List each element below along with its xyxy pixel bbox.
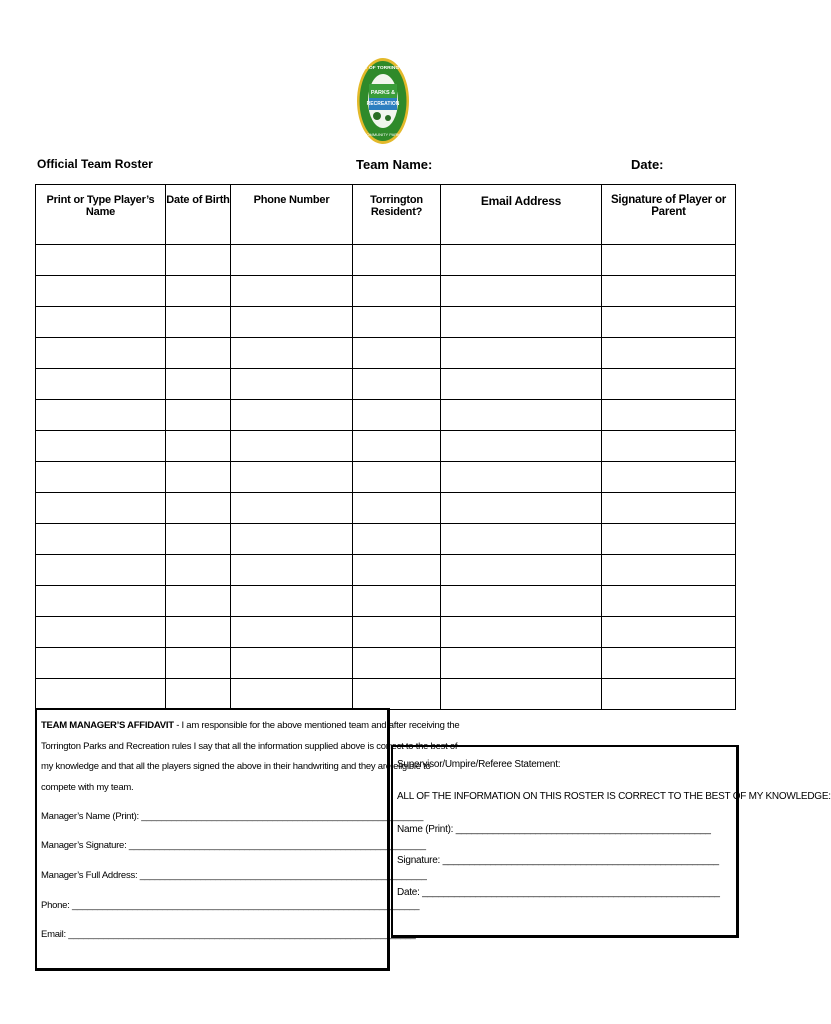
manager-name-field[interactable]: Manager’s Name (Print): ________________________________________________________ xyxy=(41,811,424,822)
table-cell[interactable] xyxy=(36,679,166,710)
table-row xyxy=(36,276,736,307)
table-cell[interactable] xyxy=(231,338,353,369)
manager-phone-field[interactable]: Phone: _____________________________________________________________________ xyxy=(41,900,420,911)
table-cell[interactable] xyxy=(166,369,231,400)
table-row xyxy=(36,493,736,524)
table-cell[interactable] xyxy=(441,400,602,431)
table-cell[interactable] xyxy=(36,648,166,679)
table-row xyxy=(36,462,736,493)
table-cell[interactable] xyxy=(166,462,231,493)
logo-ring-text: CITY OF TORRINGTON xyxy=(356,66,410,71)
supervisor-statement-text: ALL OF THE INFORMATION ON THIS ROSTER IS CORRECT TO THE BEST OF MY KNOWLEDGE: xyxy=(397,791,831,802)
table-cell[interactable] xyxy=(353,617,441,648)
table-cell[interactable] xyxy=(353,369,441,400)
affidavit-text-2: Torrington Parks and Recreation rules I say that all the information supplied above is correct to the best of xyxy=(41,741,458,752)
table-cell[interactable] xyxy=(353,431,441,462)
supervisor-signature-field[interactable]: Signature: ____________________________________________________ xyxy=(397,855,719,866)
table-cell[interactable] xyxy=(441,493,602,524)
table-cell[interactable] xyxy=(602,245,736,276)
column-header-signature: Signature of Player or Parent xyxy=(602,185,736,245)
table-cell[interactable] xyxy=(602,276,736,307)
page-title: Official Team Roster xyxy=(37,157,153,171)
table-cell[interactable] xyxy=(166,338,231,369)
table-cell[interactable] xyxy=(441,338,602,369)
table-row xyxy=(36,524,736,555)
logo-center-line2: RECREATION xyxy=(366,101,400,107)
table-cell[interactable] xyxy=(36,307,166,338)
supervisor-statement xyxy=(391,745,831,938)
table-row xyxy=(36,586,736,617)
table-cell[interactable] xyxy=(231,555,353,586)
column-header-email-address: Email Address xyxy=(441,185,602,245)
table-row xyxy=(36,369,736,400)
team-manager-affidavit xyxy=(35,708,460,971)
team-name-label: Team Name: xyxy=(356,157,433,172)
manager-signature-field[interactable]: Manager’s Signature: ___________________________________________________________ xyxy=(41,840,426,851)
table-cell[interactable] xyxy=(231,679,353,710)
table-row xyxy=(36,400,736,431)
manager-address-field[interactable]: Manager’s Full Address: _________________________________________________________ xyxy=(41,870,427,881)
date-label: Date: xyxy=(631,157,664,172)
table-cell[interactable] xyxy=(602,617,736,648)
table-cell[interactable] xyxy=(231,617,353,648)
column-header-player-name: Print or Type Player’s Name xyxy=(36,185,166,245)
table-cell[interactable] xyxy=(166,586,231,617)
table-row xyxy=(36,555,736,586)
column-header-phone-number: Phone Number xyxy=(231,185,353,245)
table-cell[interactable] xyxy=(231,245,353,276)
table-cell[interactable] xyxy=(441,307,602,338)
table-cell[interactable] xyxy=(166,307,231,338)
table-cell[interactable] xyxy=(441,245,602,276)
table-cell[interactable] xyxy=(353,524,441,555)
affidavit-text-4: compete with my team. xyxy=(41,782,134,793)
table-cell[interactable] xyxy=(602,493,736,524)
manager-email-field[interactable]: Email: _____________________________________________________________________ xyxy=(41,929,416,940)
table-cell[interactable] xyxy=(231,307,353,338)
table-cell[interactable] xyxy=(36,462,166,493)
city-logo xyxy=(355,56,411,146)
table-cell[interactable] xyxy=(602,648,736,679)
table-cell[interactable] xyxy=(353,245,441,276)
table-cell[interactable] xyxy=(166,245,231,276)
table-cell[interactable] xyxy=(166,276,231,307)
table-cell[interactable] xyxy=(231,431,353,462)
table-cell[interactable] xyxy=(36,524,166,555)
table-row xyxy=(36,648,736,679)
table-cell[interactable] xyxy=(231,462,353,493)
table-cell[interactable] xyxy=(602,369,736,400)
table-cell[interactable] xyxy=(166,648,231,679)
table-cell[interactable] xyxy=(353,648,441,679)
table-cell[interactable] xyxy=(602,462,736,493)
table-cell[interactable] xyxy=(166,555,231,586)
table-cell[interactable] xyxy=(36,617,166,648)
table-cell[interactable] xyxy=(36,369,166,400)
table-row xyxy=(36,307,736,338)
table-cell[interactable] xyxy=(441,431,602,462)
table-header-row xyxy=(36,185,736,245)
table-cell[interactable] xyxy=(231,276,353,307)
supervisor-title: Supervisor/Umpire/Referee Statement: xyxy=(397,759,561,770)
table-cell[interactable] xyxy=(231,369,353,400)
table-cell[interactable] xyxy=(166,524,231,555)
table-cell[interactable] xyxy=(602,586,736,617)
table-cell[interactable] xyxy=(36,338,166,369)
table-cell[interactable] xyxy=(441,648,602,679)
table-cell[interactable] xyxy=(602,555,736,586)
table-cell[interactable] xyxy=(166,617,231,648)
table-cell[interactable] xyxy=(602,431,736,462)
table-cell[interactable] xyxy=(353,493,441,524)
affidavit-line-1 xyxy=(41,720,459,731)
table-cell[interactable] xyxy=(441,617,602,648)
table-cell[interactable] xyxy=(36,400,166,431)
column-header-date-of-birth: Date of Birth xyxy=(166,185,231,245)
table-cell[interactable] xyxy=(441,276,602,307)
table-cell[interactable] xyxy=(353,276,441,307)
table-cell[interactable] xyxy=(602,400,736,431)
logo-center-line1: PARKS & xyxy=(370,90,396,96)
table-cell[interactable] xyxy=(353,555,441,586)
table-row xyxy=(36,338,736,369)
table-cell[interactable] xyxy=(602,338,736,369)
table-cell[interactable] xyxy=(231,648,353,679)
table-cell[interactable] xyxy=(602,524,736,555)
table-cell[interactable] xyxy=(602,679,736,710)
table-cell[interactable] xyxy=(353,307,441,338)
table-cell[interactable] xyxy=(36,586,166,617)
table-cell[interactable] xyxy=(353,586,441,617)
table-cell[interactable] xyxy=(166,400,231,431)
table-row xyxy=(36,617,736,648)
supervisor-date-field[interactable]: Date: ________________________________________________________ xyxy=(397,887,720,898)
table-cell[interactable] xyxy=(441,369,602,400)
table-cell[interactable] xyxy=(36,276,166,307)
table-cell[interactable] xyxy=(231,400,353,431)
table-row xyxy=(36,679,736,710)
table-cell[interactable] xyxy=(353,338,441,369)
affidavit-text-1: - I am responsible for the above mentioned team and after receiving the xyxy=(173,720,460,731)
table-cell[interactable] xyxy=(441,586,602,617)
table-row xyxy=(36,431,736,462)
logo-bottom-text: COMMUNITY PARKS xyxy=(363,132,403,137)
table-cell[interactable] xyxy=(231,493,353,524)
table-cell[interactable] xyxy=(353,400,441,431)
table-cell[interactable] xyxy=(441,462,602,493)
table-cell[interactable] xyxy=(36,555,166,586)
affidavit-text-3: my knowledge and that all the players signed the above in their handwriting and they are eligible to xyxy=(41,761,431,772)
table-cell[interactable] xyxy=(166,431,231,462)
table-cell[interactable] xyxy=(441,524,602,555)
table-row xyxy=(36,245,736,276)
table-cell[interactable] xyxy=(231,586,353,617)
roster-table xyxy=(35,184,736,710)
affidavit-title: TEAM MANAGER’S AFFIDAVIT xyxy=(41,720,174,731)
table-cell[interactable] xyxy=(441,555,602,586)
column-header-torrington-resident: Torrington Resident? xyxy=(353,185,441,245)
table-cell[interactable] xyxy=(36,245,166,276)
table-cell[interactable] xyxy=(441,679,602,710)
table-cell[interactable] xyxy=(166,679,231,710)
table-cell[interactable] xyxy=(166,493,231,524)
table-cell[interactable] xyxy=(231,524,353,555)
table-cell[interactable] xyxy=(602,307,736,338)
table-cell[interactable] xyxy=(36,493,166,524)
table-cell[interactable] xyxy=(36,431,166,462)
table-cell[interactable] xyxy=(353,679,441,710)
table-cell[interactable] xyxy=(353,462,441,493)
supervisor-name-field[interactable]: Name (Print): ________________________________________________ xyxy=(397,824,711,835)
